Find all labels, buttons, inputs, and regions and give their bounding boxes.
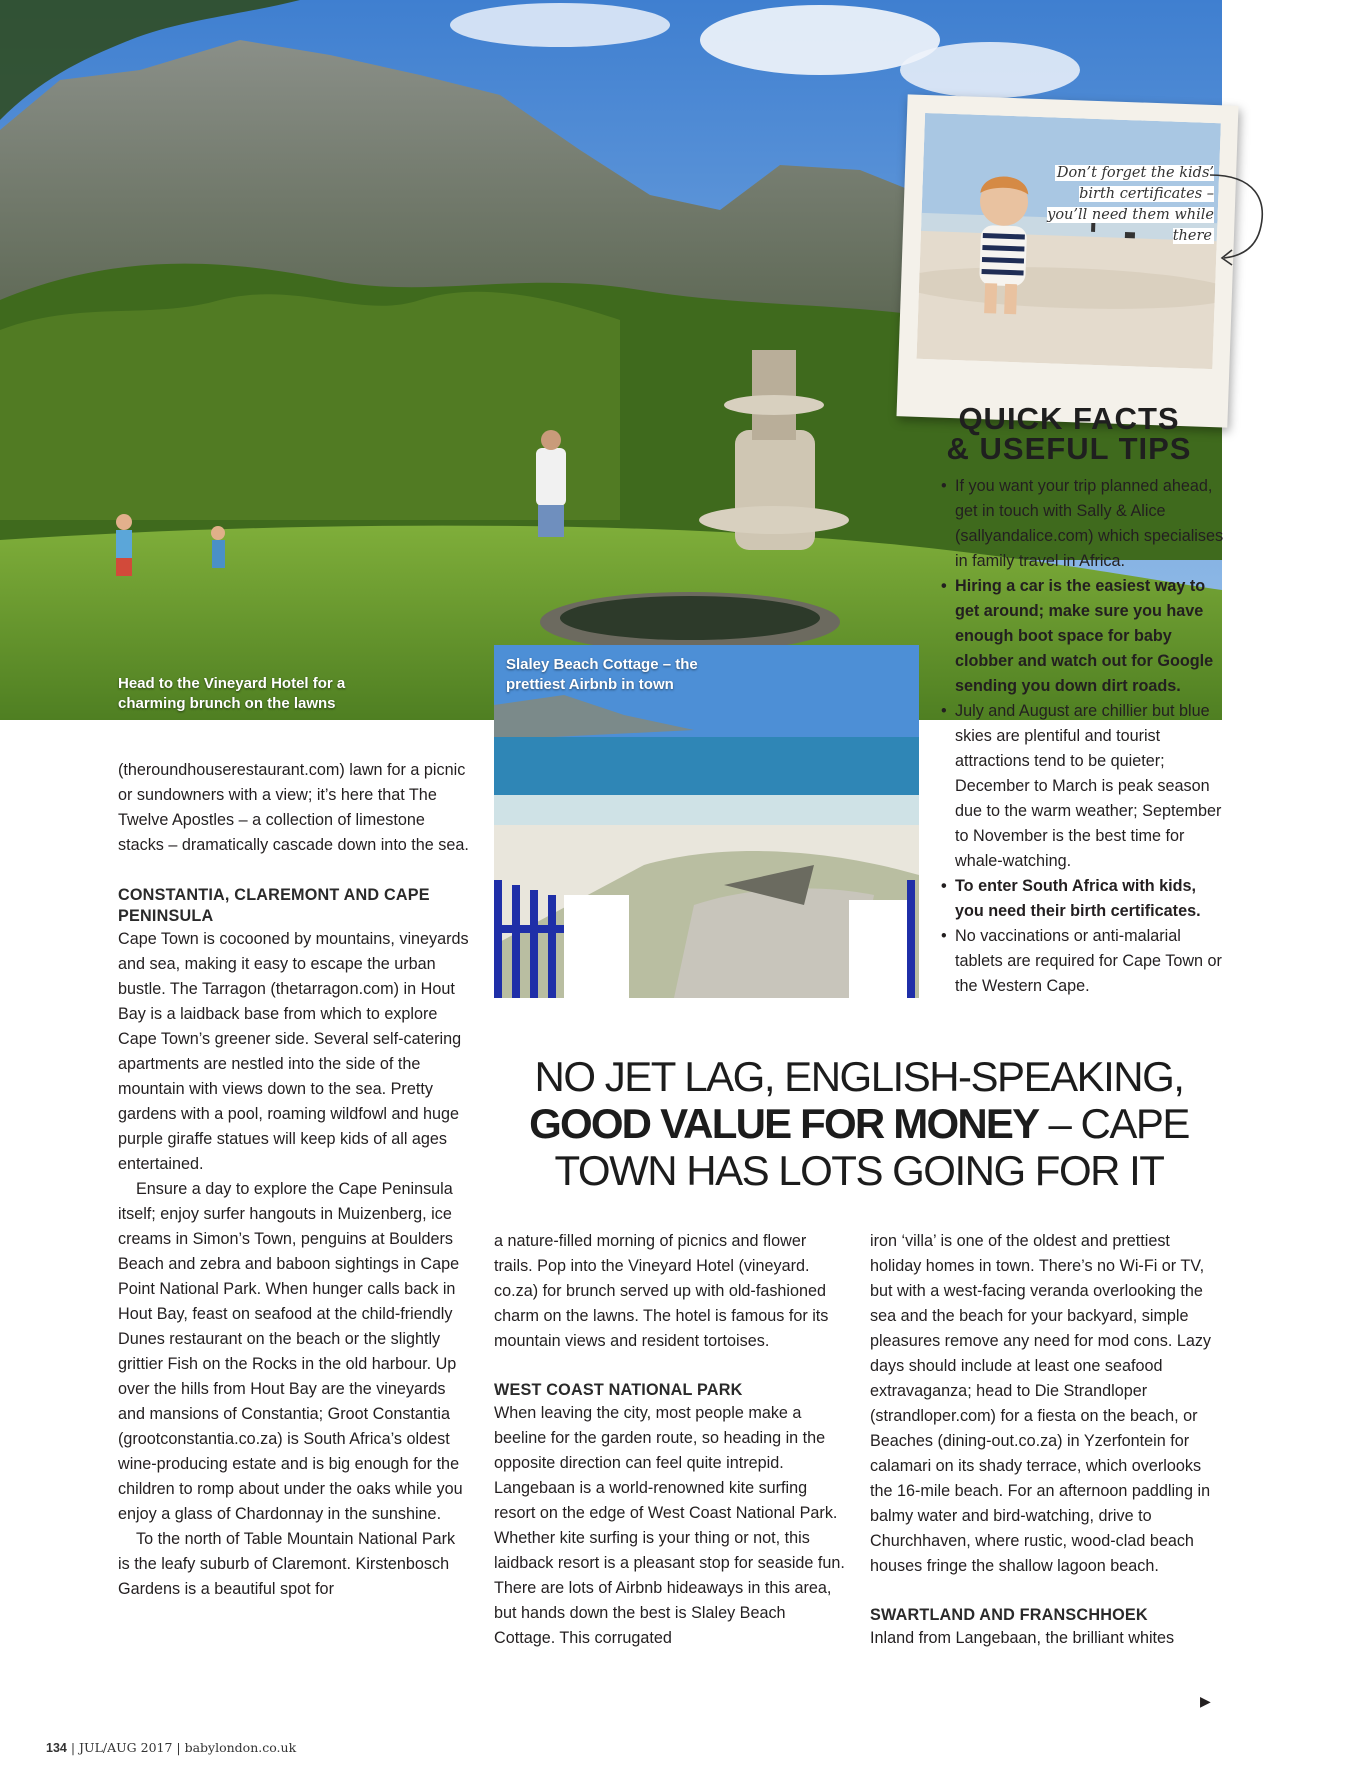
pull-quote: NO JET LAG, ENGLISH-SPEAKING, GOOD VALUE FOR MONEY – CAPE TOWN HAS LOTS GOING FOR IT xyxy=(529,1053,1189,1194)
list-item: • To enter South Africa with kids, you need their birth certificates. xyxy=(937,874,1227,924)
paragraph: a nature-filled morning of picnics and flower trails. Pop into the Vineyard Hotel (vineyard. co.za) for brunch served up with old-fashioned charm on the lawns. The hotel is famous for its mountain views and resident tortoises. xyxy=(494,1232,829,1350)
list-item: • No vaccinations or anti-malarial tablets are required for Cape Town or the Western Cape. xyxy=(937,924,1227,999)
paragraph: iron ‘villa’ is one of the oldest and prettiest holiday homes in town. There’s no Wi-Fi or TV, but with a west-facing veranda overlooking the sea and the beach for your backyard, simple pleasures remove any need for mod cons. Lazy days should include at least one seafood extravaganza; head to Die Strandloper (strandloper.com) for a fiesta on the beach, or Beaches (dining-out.co.za) in Yzerfontein for calamari on its shady terrace, which overlooks the 16-mile beach. For an afternoon paddling in balmy water and bird-watching, drive to Churchhaven, where rustic, wood-clad beach houses fringe the shallow lagoon beach. xyxy=(870,1232,1212,1575)
triangle-right-icon: ▶ xyxy=(1200,1693,1211,1709)
polaroid-photo-frame xyxy=(896,94,1238,427)
paragraph: Cape Town is cocooned by mountains, vineyards and sea, making it easy to escape the urban bustle. The Tarragon (thetarragon.com) in Hout Bay is a laidback base from which to explore Cape Town’s greener side. Several self-catering apartments are nestled into the side of the mountain with views down to the sea. Pretty gardens with a pool, roaming wildfowl and huge purple giraffe statues will keep kids of all ages entertained. xyxy=(118,930,469,1173)
paragraph: When leaving the city, most people make a beeline for the garden route, so heading in the opposite direction can feel quite intrepid. Langebaan is a world-renowned kite surfing resort on the edge of West Coast National Park. Whether kite surfing is your thing or not, this laidback resort is a pleasant stop for seaside fun. There are lots of Airbnb hideaways in this area, but hands down the best is Slaley Beach Cottage. This corrugated xyxy=(494,1404,845,1647)
list-item: • July and August are chillier but blue skies are plentiful and tourist attractions tend to be quieter; December to March is peak season due to the warm weather; September to November is the best time for whale-watching. xyxy=(937,699,1227,874)
section-heading-swartland: SWARTLAND AND FRANSCHHOEK xyxy=(870,1606,1148,1624)
website: babylondon.co.uk xyxy=(184,1740,297,1755)
paragraph: (theroundhouserestaurant.com) lawn for a picnic or sundowners with a view; it’s here that The Twelve Apostles – a collection of limestone stacks – dramatically cascade down into the sea. xyxy=(118,761,469,854)
page-number: 134 xyxy=(46,1741,67,1755)
issue-date: JUL/AUG 2017 xyxy=(79,1740,173,1755)
curved-arrow-icon xyxy=(1200,170,1300,280)
paragraph: To the north of Table Mountain National Park is the leafy suburb of Claremont. Kirstenbosch Gardens is a beautiful spot for xyxy=(118,1530,456,1598)
paragraph: Ensure a day to explore the Cape Peninsula itself; enjoy surfer hangouts in Muizenberg, ice creams in Simon’s Town, penguins at Boulders Beach and zebra and baboon sightings in Cape Point National Park. When hunger calls back in Hout Bay, feast on seafood at the child-friendly Dunes restaurant on the beach or the slightly grittier Fish on the Rocks in the old harbour. Up over the hills from Hout Bay are the vineyards and mansions of Constantia; Groot Constantia (grootconstantia.co.za) is South Africa’s oldest wine-producing estate and is big enough for the children to romp about under the oaks while you enjoy a glass of Chardonnay in the sunshine. xyxy=(118,1180,463,1523)
text-column-2 xyxy=(494,1229,846,1651)
beach-photo-caption: Slaley Beach Cottage – the prettiest Airbnb in town xyxy=(506,656,698,693)
quick-facts-list xyxy=(937,474,1227,999)
list-item: • Hiring a car is the easiest way to get around; make sure you have enough boot space for baby clobber and watch out for Google sending you down dirt roads. xyxy=(937,574,1227,699)
text-column-3 xyxy=(870,1229,1222,1651)
section-heading-west-coast: WEST COAST NATIONAL PARK xyxy=(494,1381,743,1399)
hero-caption: Head to the Vineyard Hotel for a charming brunch on the lawns xyxy=(118,675,346,712)
beach-cottage-photo xyxy=(494,645,919,998)
text-column-1 xyxy=(118,758,470,1602)
list-item: • If you want your trip planned ahead, get in touch with Sally & Alice (sallyandalice.com) which specialises in family travel in Africa. xyxy=(937,474,1227,574)
quick-facts-title: QUICK FACTS & USEFUL TIPS xyxy=(946,401,1192,466)
paragraph: Inland from Langebaan, the brilliant whites xyxy=(870,1629,1175,1647)
polaroid-note: Don’t forget the kids’ birth certificates – you’ll need them while there xyxy=(1047,165,1214,244)
section-heading-constantia: CONSTANTIA, CLAREMONT AND CAPE PENINSULA xyxy=(118,886,430,925)
page-footer: 134 | JUL/AUG 2017 | babylondon.co.uk xyxy=(46,1740,297,1755)
